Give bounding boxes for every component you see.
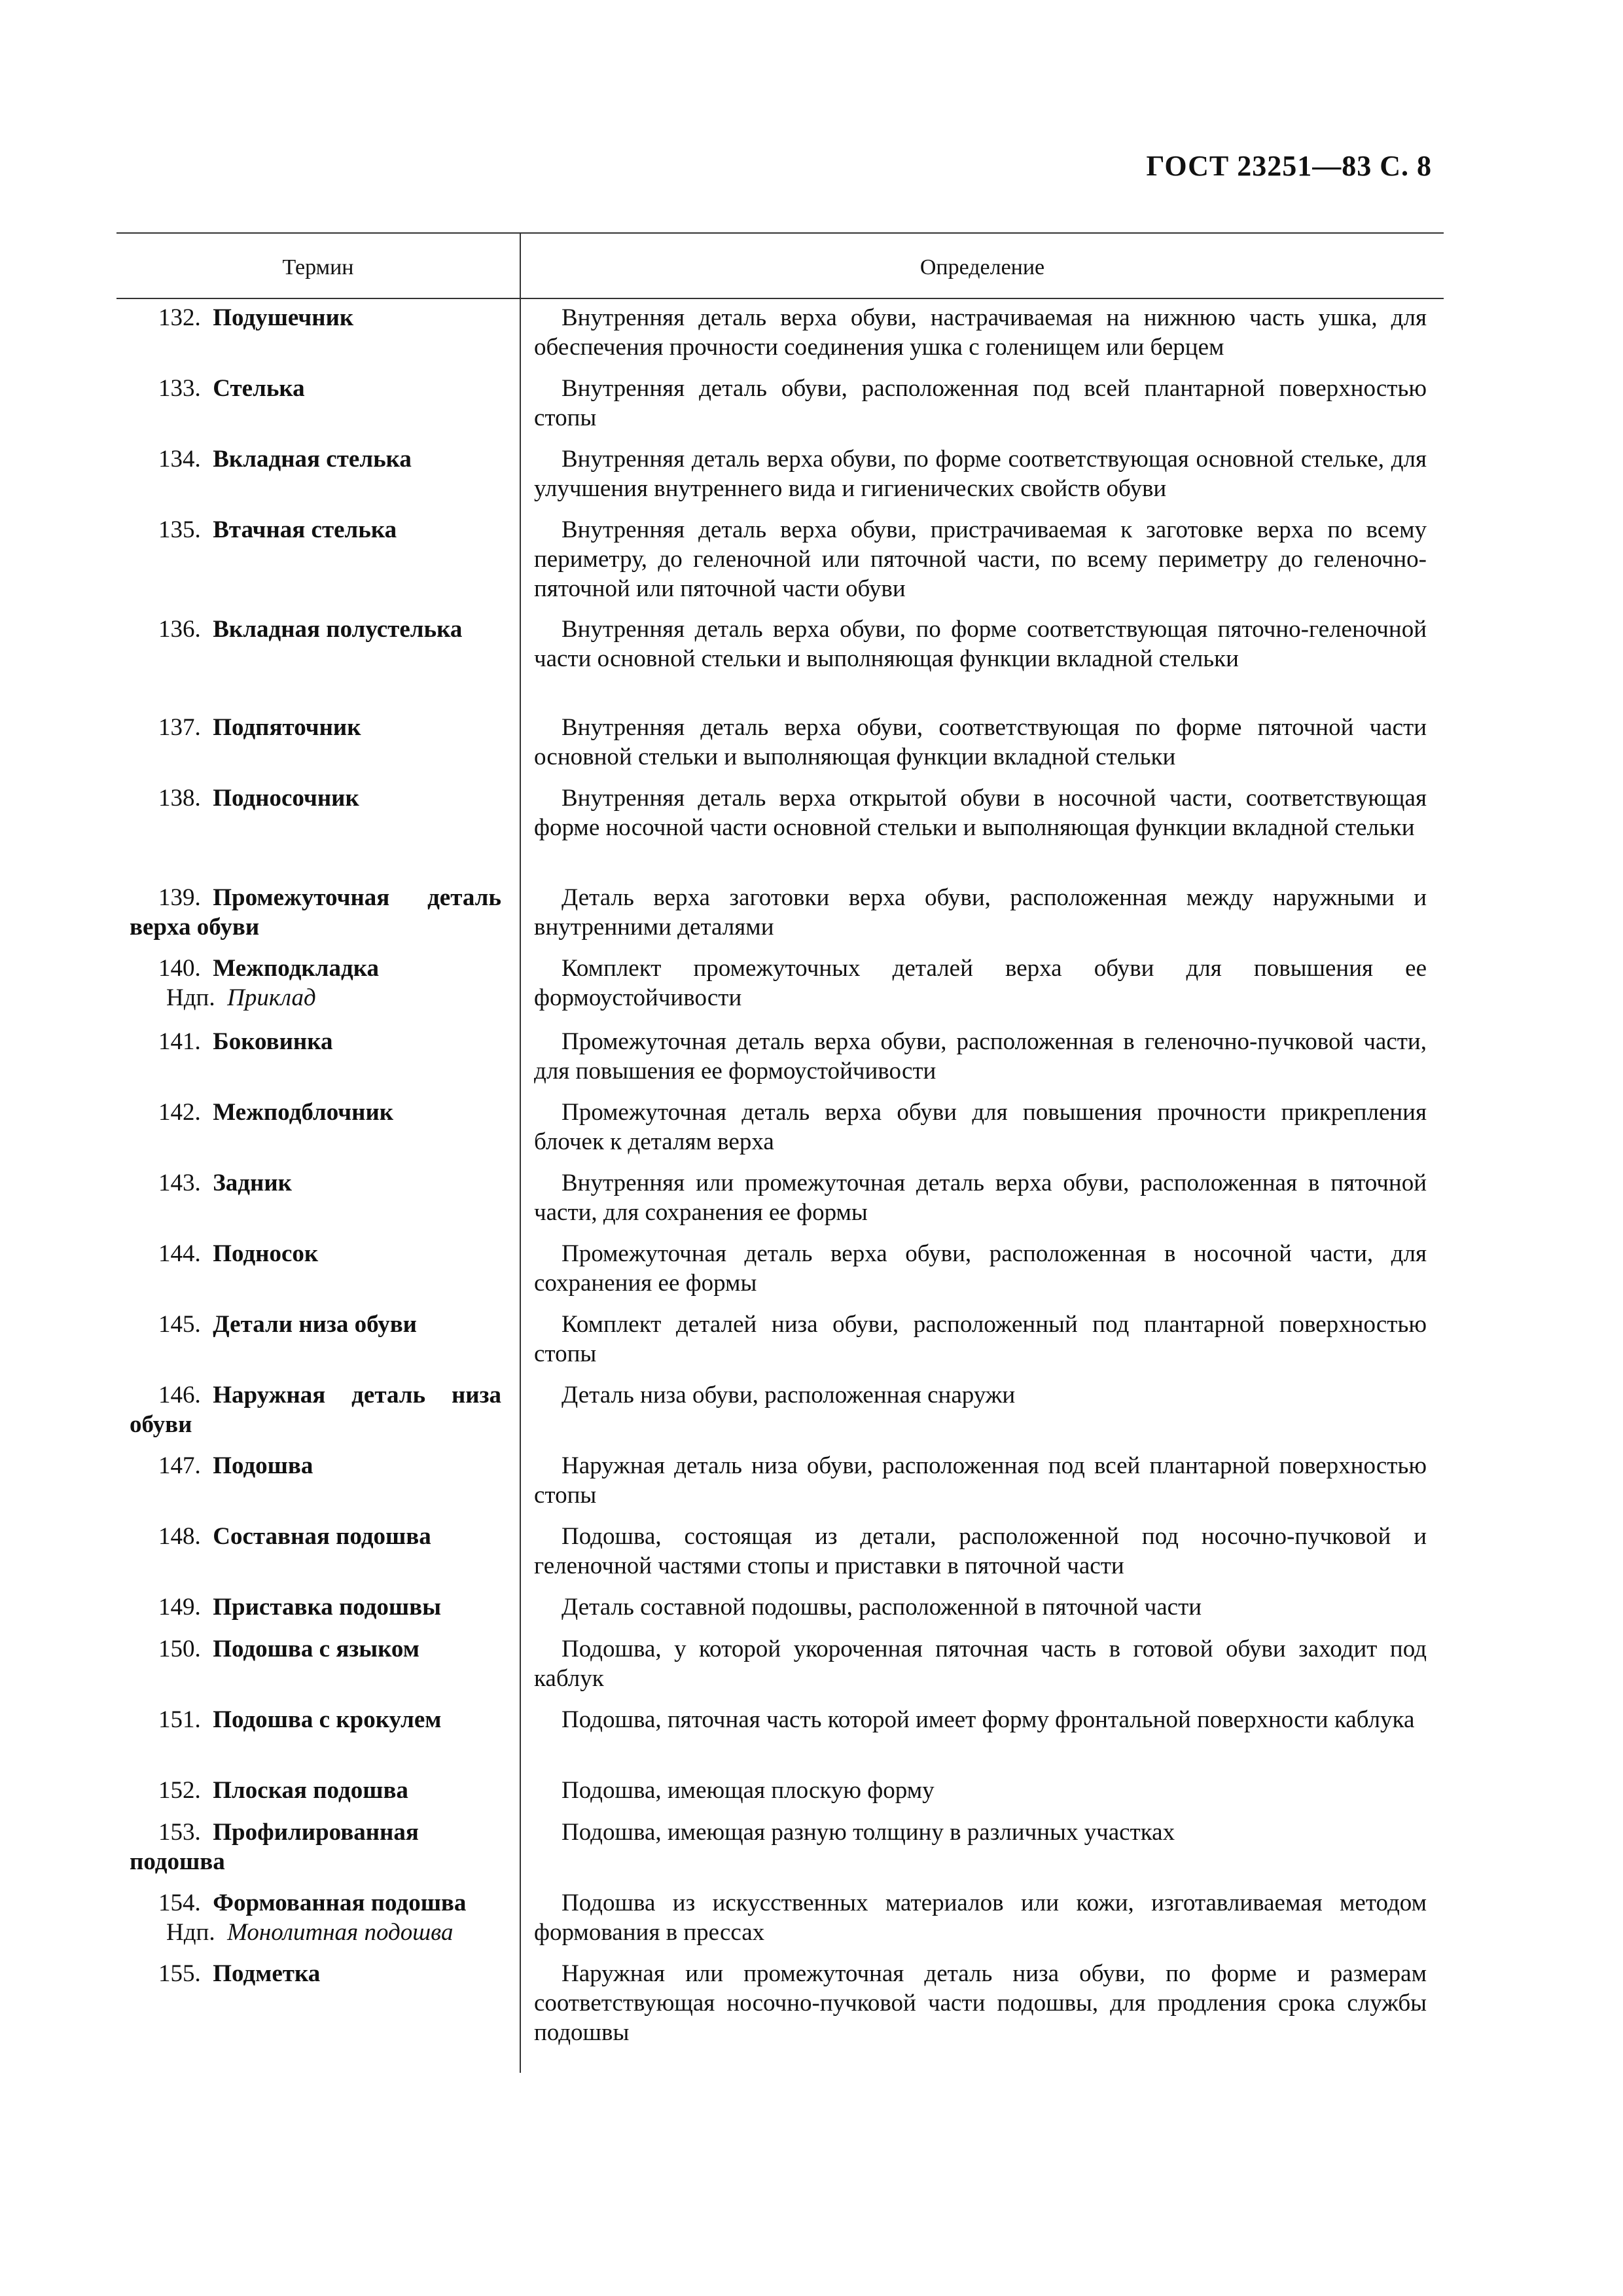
definition-cell: Внутренняя деталь верха обуви, соответствующая по форме пяточной части основной стельки и выполняющая функции вкладной стельки: [534, 714, 1427, 770]
term-line: [130, 374, 501, 403]
table-row: [116, 1634, 1444, 1705]
term-cell: [116, 374, 505, 403]
term-number: 134.: [158, 446, 213, 473]
term-number: 153.: [158, 1819, 213, 1846]
term-cell: [116, 713, 505, 742]
definition-cell: Подошва, у которой укороченная пяточная часть в готовой обуви заходит под каблук: [534, 1636, 1427, 1692]
term-number: 155.: [158, 1960, 213, 1987]
term-name: Подошва с языком: [213, 1636, 419, 1662]
definition-cell: Подошва, имеющая разную толщину в различных участках: [562, 1819, 1175, 1846]
deprecated-term-name: Монолитная подошва: [227, 1919, 454, 1946]
term-cell: [116, 1522, 505, 1551]
term-number: 154.: [158, 1890, 213, 1916]
deprecated-term: [130, 1918, 501, 1947]
definition-cell: Подошва из искусственных материалов или кожи, изготавливаемая методом формования в прессах: [534, 1890, 1427, 1946]
term-line: [130, 615, 501, 644]
term-cell: [116, 1705, 505, 1734]
term-cell: [116, 1239, 505, 1268]
table-row: [116, 515, 1444, 615]
term-cell: [116, 1888, 505, 1947]
term-line: [130, 1451, 501, 1480]
deprecated-label: Ндп.: [166, 1919, 228, 1946]
definition-cell: Наружная или промежуточная деталь низа обуви, по форме и размерам соответствующая носочно-пучковой части подошвы, для продления срока службы подошвы: [534, 1960, 1427, 2046]
definition-cell: Комплект промежуточных деталей верха обуви для повышения ее формоустойчивости: [534, 955, 1427, 1011]
term-cell: [116, 1959, 505, 1988]
term-line: [130, 1239, 501, 1268]
table-row: [116, 1027, 1444, 1098]
page-header: ГОСТ 23251—83 С. 8: [1146, 150, 1432, 182]
term-number: 138.: [158, 785, 213, 812]
table-row: [116, 1380, 1444, 1451]
definition-cell: Промежуточная деталь верха обуви, расположенная в носочной части, для сохранения ее формы: [534, 1240, 1427, 1297]
term-line: [130, 1522, 501, 1551]
term-name: Вкладная стелька: [213, 446, 412, 473]
term-line: [130, 883, 501, 942]
term-line: [130, 1776, 501, 1805]
term-name: Детали низа обуви: [213, 1311, 418, 1338]
term-line: [130, 515, 501, 545]
table-row: [116, 1888, 1444, 1959]
term-number: 139.: [158, 884, 213, 911]
term-line: [130, 1098, 501, 1127]
term-line: [130, 303, 501, 332]
term-line: [130, 1959, 501, 1988]
term-number: 143.: [158, 1170, 213, 1196]
term-cell: [116, 515, 505, 545]
term-name: Стелька: [213, 375, 305, 402]
term-number: 148.: [158, 1523, 213, 1550]
term-number: 140.: [158, 955, 213, 982]
table-row: [116, 1239, 1444, 1310]
table-row: [116, 783, 1444, 883]
definition-cell: Промежуточная деталь верха обуви для повышения прочности прикрепления блочек к деталям верха: [534, 1099, 1427, 1155]
term-name: Подошва: [213, 1452, 313, 1479]
term-number: 144.: [158, 1240, 213, 1267]
term-line: [130, 713, 501, 742]
definition-cell: Подошва, пяточная часть которой имеет форму фронтальной поверхности каблука: [562, 1706, 1415, 1733]
term-number: 141.: [158, 1028, 213, 1055]
term-cell: [116, 444, 505, 474]
table-row: [116, 1098, 1444, 1168]
term-cell: [116, 783, 505, 813]
header-rule: [116, 298, 1444, 299]
term-cell: [116, 883, 505, 942]
table-row: [116, 1592, 1444, 1634]
table-row: [116, 1705, 1444, 1776]
table-row: [116, 1451, 1444, 1522]
term-name: Наружная деталь низа обуви: [130, 1382, 501, 1438]
term-line: [130, 1310, 501, 1339]
term-line: [130, 1818, 501, 1876]
term-line: [130, 1168, 501, 1198]
term-line: [130, 1592, 501, 1622]
term-name: Подносок: [213, 1240, 319, 1267]
term-name: Втачная стелька: [213, 516, 397, 543]
column-header-term: Термин: [282, 255, 354, 279]
term-name: Подпяточник: [213, 714, 361, 741]
deprecated-term: [130, 983, 501, 1013]
term-number: 132.: [158, 304, 213, 331]
term-number: 146.: [158, 1382, 213, 1408]
term-name: Вкладная полустелька: [213, 616, 463, 643]
term-line: [130, 783, 501, 813]
table-row: [116, 1818, 1444, 1888]
table-row: [116, 615, 1444, 713]
term-number: 135.: [158, 516, 213, 543]
definition-cell: Деталь верха заготовки верха обуви, расположенная между наружными и внутренними деталями: [534, 884, 1427, 941]
term-name: Плоская подошва: [213, 1777, 408, 1804]
term-line: [130, 1634, 501, 1664]
term-name: Промежуточная деталь верха обуви: [130, 884, 501, 941]
table-row: [116, 374, 1444, 444]
definition-cell: Внутренняя деталь верха обуви, по форме соответствующая пяточно-геленочной части основной стельки и выполняющая функции вкладной стельки: [534, 616, 1427, 672]
term-cell: [116, 1380, 505, 1439]
term-cell: [116, 1451, 505, 1480]
term-cell: [116, 615, 505, 644]
definition-cell: Внутренняя деталь верха обуви, настрачиваемая на нижнюю часть ушка, для обеспечения прочности соединения ушка с голенищем или берцем: [534, 304, 1427, 361]
term-number: 150.: [158, 1636, 213, 1662]
deprecated-term-name: Приклад: [227, 984, 316, 1011]
term-name: Подносочник: [213, 785, 359, 812]
term-cell: [116, 1098, 505, 1127]
term-cell: [116, 1310, 505, 1339]
term-name: Составная подошва: [213, 1523, 431, 1550]
deprecated-label: Ндп.: [166, 984, 228, 1011]
term-cell: [116, 954, 505, 1013]
term-number: 137.: [158, 714, 213, 741]
term-line: [130, 1380, 501, 1439]
table-top-rule: [116, 232, 1444, 234]
term-number: 145.: [158, 1311, 213, 1338]
table-row: [116, 1522, 1444, 1592]
table-body: [116, 303, 1444, 2057]
definition-cell: Наружная деталь низа обуви, расположенная под всей плантарной поверхностью стопы: [534, 1452, 1427, 1509]
term-name: Формованная подошва: [213, 1890, 467, 1916]
term-number: 149.: [158, 1594, 213, 1621]
definition-cell: Комплект деталей низа обуви, расположенный под плантарной поверхностью стопы: [534, 1311, 1427, 1367]
term-line: [130, 1888, 501, 1918]
definition-cell: Внутренняя деталь верха открытой обуви в носочной части, соответствующая форме носочной части основной стельки и выполняющая функции вкладной стельки: [534, 785, 1427, 841]
term-number: 133.: [158, 375, 213, 402]
term-number: 151.: [158, 1706, 213, 1733]
definition-cell: Подошва, имеющая плоскую форму: [562, 1777, 935, 1804]
term-number: 142.: [158, 1099, 213, 1126]
term-name: Подошва с крокулем: [213, 1706, 442, 1733]
table-row: [116, 444, 1444, 515]
term-name: Приставка подошвы: [213, 1594, 442, 1621]
term-line: [130, 444, 501, 474]
term-name: Подушечник: [213, 304, 354, 331]
term-line: [130, 1027, 501, 1056]
table-row: [116, 1168, 1444, 1239]
term-cell: [116, 1776, 505, 1805]
table-row: [116, 713, 1444, 783]
table-row: [116, 303, 1444, 374]
term-name: Межподкладка: [213, 955, 379, 982]
term-line: [130, 954, 501, 983]
definition-cell: Подошва, состоящая из детали, расположенной под носочно-пучковой и геленочной частями стопы и приставки в пяточной части: [534, 1523, 1427, 1579]
term-number: 136.: [158, 616, 213, 643]
term-name: Профилированная подошва: [130, 1819, 419, 1875]
definition-cell: Внутренняя или промежуточная деталь верха обуви, расположенная в пяточной части, для сохранения ее формы: [534, 1170, 1427, 1226]
definition-cell: Деталь составной подошвы, расположенной в пяточной части: [562, 1594, 1202, 1621]
term-name: Подметка: [213, 1960, 321, 1987]
column-header-definition: Определение: [919, 255, 1045, 279]
definition-cell: Деталь низа обуви, расположенная снаружи: [562, 1382, 1016, 1408]
table-row: [116, 1959, 1444, 2057]
term-number: 152.: [158, 1777, 213, 1804]
table-row: [116, 1776, 1444, 1818]
term-cell: [116, 1592, 505, 1622]
term-number: 147.: [158, 1452, 213, 1479]
table-row: [116, 1310, 1444, 1380]
term-cell: [116, 1168, 505, 1198]
term-line: [130, 1705, 501, 1734]
term-name: Межподблочник: [213, 1099, 394, 1126]
definition-cell: Внутренняя деталь обуви, расположенная под всей плантарной поверхностью стопы: [534, 375, 1427, 431]
term-cell: [116, 1027, 505, 1056]
term-cell: [116, 1818, 505, 1876]
table-row: [116, 883, 1444, 954]
table-row: [116, 954, 1444, 1027]
term-cell: [116, 303, 505, 332]
definition-cell: Внутренняя деталь верха обуви, пристрачиваемая к заготовке верха по всему периметру, до геленочной или пяточной части, по всему периметру до геленочно-пяточной или пяточной части обуви: [534, 516, 1427, 602]
definition-cell: Внутренняя деталь верха обуви, по форме соответствующая основной стельке, для улучшения внутреннего вида и гигиенических свойств обуви: [534, 446, 1427, 502]
definition-cell: Промежуточная деталь верха обуви, расположенная в геленочно-пучковой части, для повышения ее формоустойчивости: [534, 1028, 1427, 1085]
term-cell: [116, 1634, 505, 1664]
term-name: Задник: [213, 1170, 292, 1196]
term-name: Боковинка: [213, 1028, 333, 1055]
